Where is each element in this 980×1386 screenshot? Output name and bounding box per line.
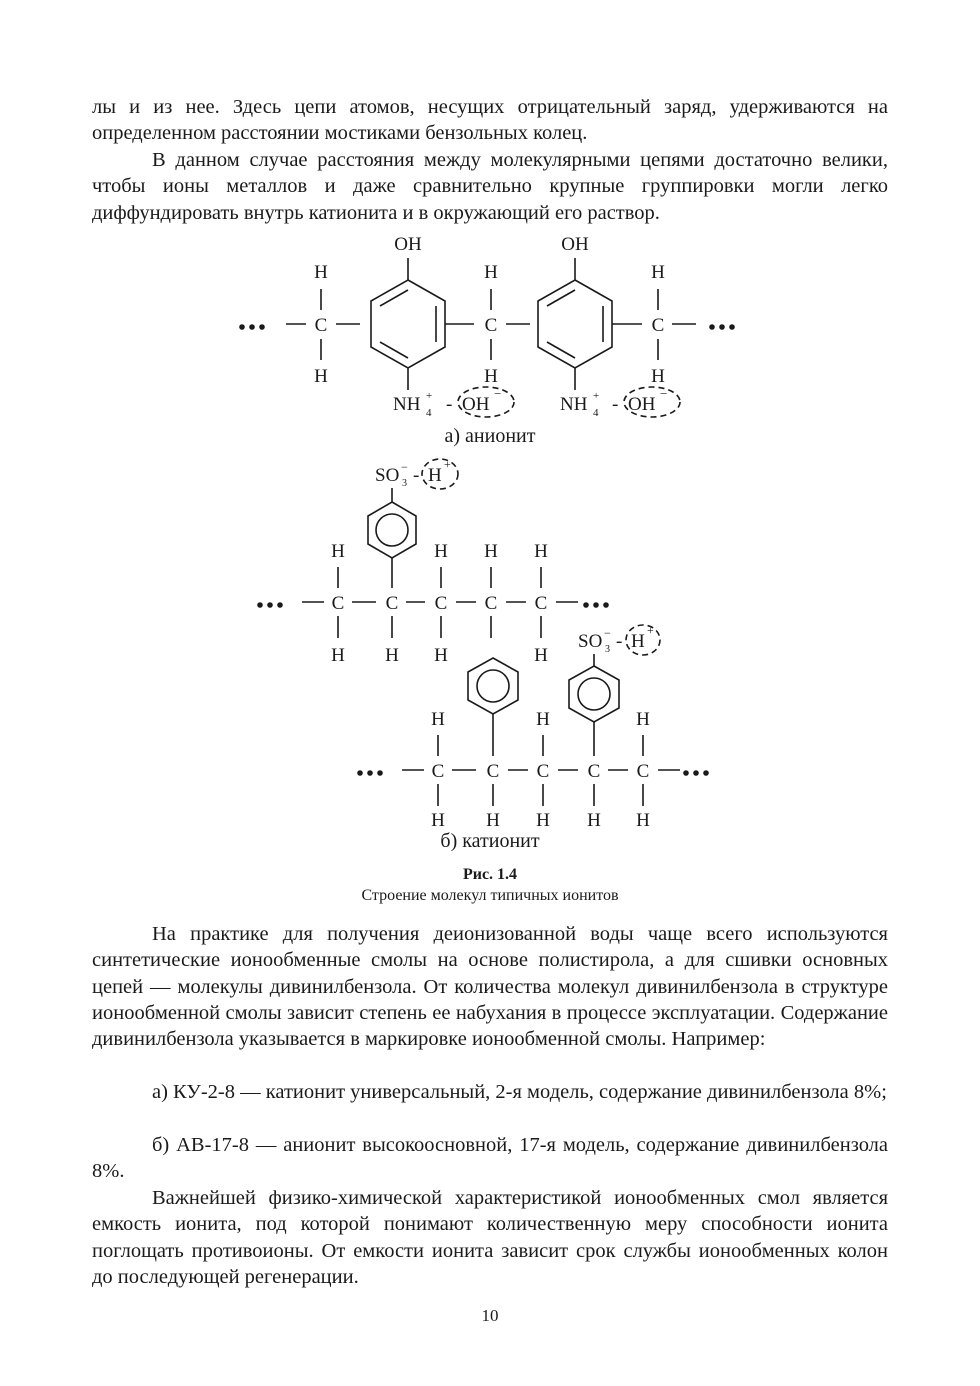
- nh-label: NH: [393, 394, 421, 415]
- h-atom: H: [431, 709, 445, 730]
- h-atom: H: [587, 810, 601, 831]
- benzene-ring-bridge: [468, 658, 518, 714]
- label-cationite: б) катионит: [440, 830, 540, 852]
- nh-superscript: +: [593, 390, 600, 402]
- c-atom: C: [331, 593, 345, 614]
- paragraph-continuation: лы и из нее. Здесь цепи атомов, несущих отрицательный заряд, удерживаются на определенном расстоянии мостиками бензольных колец.: [92, 96, 888, 145]
- so-superscript: −: [401, 460, 408, 474]
- paragraph-example-a: а) КУ-2-8 — катионит универсальный, 2-я модель, содержание дивинилбензола 8%;: [152, 1081, 887, 1103]
- c-atom: C: [314, 315, 328, 336]
- h-atom: H: [636, 810, 650, 831]
- nh-subscript: 4: [426, 407, 432, 419]
- h-atom: H: [314, 262, 328, 283]
- h-atom: H: [636, 709, 650, 730]
- h-atom: H: [484, 262, 498, 283]
- h-atom: H: [484, 366, 498, 387]
- h-ion-label: H: [428, 465, 442, 486]
- so-superscript: −: [604, 626, 611, 640]
- oh-group-1: OH: [394, 234, 422, 255]
- chain-dots-left-a: [240, 325, 264, 329]
- h-atom: H: [536, 709, 550, 730]
- h-ion-superscript: +: [647, 623, 654, 637]
- sulfo-group-1: [375, 457, 451, 489]
- paragraph-capacity: Важнейшей физико-химической характеристикой ионообменных смол является емкость ионита, под которой понимают количественную меру способности ионита поглощать противоионы. От емкости ионита зависит срок службы ионообменных колон до последующей регенерации.: [92, 1187, 888, 1288]
- oh-ion-superscript: −: [494, 386, 502, 401]
- h-atom: H: [314, 366, 328, 387]
- oh-group-2: OH: [561, 234, 589, 255]
- h-atom: H: [486, 810, 500, 831]
- ammonium-group-1: [393, 386, 501, 419]
- so-subscript: 3: [605, 644, 610, 655]
- chain-dots-left-b2: [358, 771, 382, 775]
- h-atom: H: [331, 645, 345, 666]
- h-atom: H: [534, 645, 548, 666]
- so-label: SO: [375, 465, 400, 486]
- oh-ion-label: OH: [628, 394, 656, 415]
- chain-dots-left-b1: [258, 603, 282, 607]
- chain-dots-right-b1: [584, 603, 608, 607]
- h-ion-superscript: +: [444, 457, 451, 471]
- h-atom: H: [484, 541, 498, 562]
- paragraph-distances: В данном случае расстояния между молекулярными цепями достаточно велики, чтобы ионы металлов и даже сравнительно крупные группировки могли легко диффундировать внутрь катионита и в окружающий его раствор.: [92, 149, 888, 224]
- h-atom: H: [651, 366, 665, 387]
- figure-caption-subtitle: Строение молекул типичных ионитов: [361, 887, 619, 904]
- so-label: SO: [578, 631, 603, 652]
- sulfo-group-2: [578, 623, 654, 655]
- oh-ion-label: OH: [462, 394, 490, 415]
- h-atom: H: [434, 541, 448, 562]
- h-atom: H: [534, 541, 548, 562]
- chain-dots-right-b2: [684, 771, 708, 775]
- c-atom: C: [431, 761, 445, 782]
- nh-label: NH: [560, 394, 588, 415]
- c-atom: C: [636, 761, 650, 782]
- h-atom: H: [651, 262, 665, 283]
- figure-ion-exchangers: [0, 228, 980, 858]
- nh-superscript: +: [426, 390, 433, 402]
- c-atom: C: [484, 593, 498, 614]
- h-atom: H: [434, 645, 448, 666]
- c-atom: C: [385, 593, 399, 614]
- ion-dash: -: [413, 465, 420, 486]
- ion-dash: -: [446, 394, 453, 415]
- page-number: 10: [481, 1306, 499, 1325]
- h-atom: H: [431, 810, 445, 831]
- paragraph-example-b: б) АВ-17-8 — анионит высокоосновной, 17-я модель, содержание дивинилбензола 8%.: [92, 1134, 888, 1183]
- c-atom: C: [536, 761, 550, 782]
- nh-subscript: 4: [593, 407, 599, 419]
- c-atom: C: [484, 315, 498, 336]
- ammonium-group-2: [560, 386, 667, 419]
- c-atom: C: [434, 593, 448, 614]
- h-atom: H: [385, 645, 399, 666]
- paragraph-practice: На практике для получения деионизованной воды чаще всего используются синтетические ионообменные смолы на основе полистирола, а для сшивки основных цепей — молекулы дивинилбензола. От количества молекул дивинилбензола в структуре ионообменной смолы зависит степень ее набухания в процессе эксплуатации. Содержание дивинилбензола указывается в маркировке ионообменной смолы. Например:: [92, 923, 888, 1051]
- c-atom: C: [587, 761, 601, 782]
- figure-caption-title: Рис. 1.4: [462, 866, 518, 883]
- benzene-ring-b2: [569, 666, 619, 722]
- ion-dash: -: [612, 394, 619, 415]
- benzene-ring-a2: [538, 280, 612, 368]
- h-atom: H: [331, 541, 345, 562]
- label-anionite: а) анионит: [444, 425, 536, 447]
- ion-dash: -: [616, 631, 623, 652]
- chain-dots-right-a: [710, 325, 734, 329]
- h-ion-label: H: [631, 631, 645, 652]
- h-atom: H: [536, 810, 550, 831]
- oh-ion-superscript: −: [660, 386, 668, 401]
- benzene-ring-a1: [371, 280, 445, 368]
- c-atom: C: [534, 593, 548, 614]
- c-atom: C: [486, 761, 500, 782]
- c-atom: C: [651, 315, 665, 336]
- so-subscript: 3: [402, 478, 407, 489]
